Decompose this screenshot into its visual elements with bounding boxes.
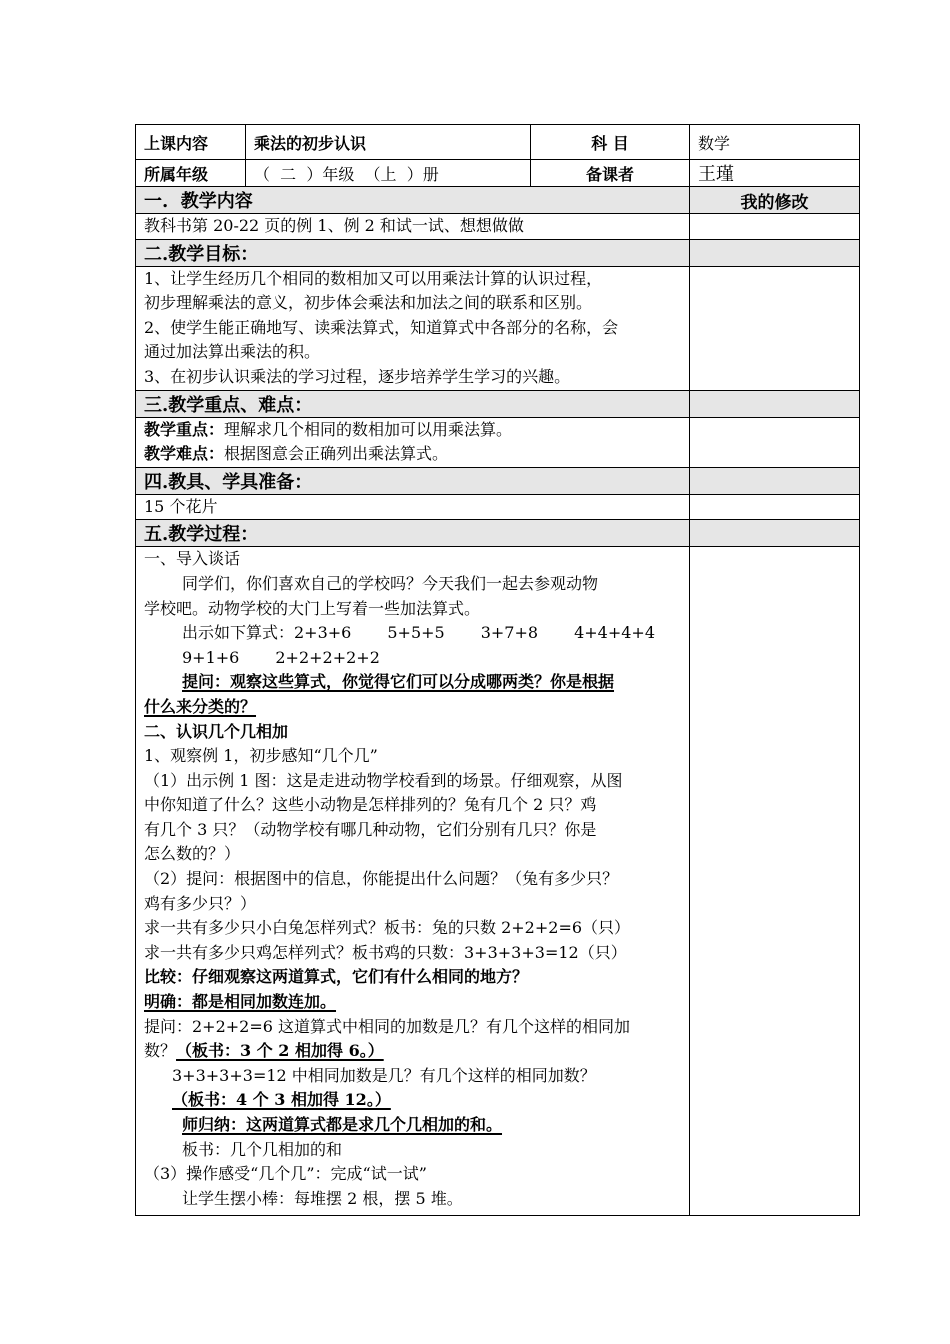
header-row-1 bbox=[136, 125, 860, 160]
process-line: （3）操作感受“几个几”：完成“试一试” bbox=[144, 1164, 427, 1184]
process-line: 板书：几个几相加的和 bbox=[182, 1139, 343, 1159]
process-line: 二、认识几个几相加 bbox=[144, 721, 289, 741]
process-line: 有几个 3 只？（动物学校有哪几种动物，它们分别有几只？你是 bbox=[144, 819, 597, 839]
key-point-text: 理解求几个相同的数相加可以用乘法算。 bbox=[224, 419, 513, 439]
my-edit-cell bbox=[690, 547, 860, 1216]
grade-value: （ 二 ）年级 （上 ）册 bbox=[246, 160, 531, 187]
process-line: 比较：仔细观察这两道算式，它们有什么相同的地方？ bbox=[144, 967, 529, 987]
formula: 出示如下算式：2+3+6 bbox=[182, 623, 352, 643]
formula: 2+2+2+2+2 bbox=[275, 647, 380, 667]
process-line: 师归纳：这两道算式都是求几个几相加的和。 bbox=[182, 1115, 503, 1134]
section-1-title: 一. 教学内容 bbox=[136, 187, 690, 214]
board-note: （板书：3 个 2 相加得 6。） bbox=[176, 1041, 384, 1061]
section-3-title: 三.教学重点、难点： bbox=[136, 390, 690, 417]
section-5-header bbox=[136, 520, 860, 547]
header-row-2 bbox=[136, 160, 860, 187]
my-edit-heading: 我的修改 bbox=[690, 187, 860, 214]
objective-line: 1、让学生经历几个相同的数相加又可以用乘法计算的认识过程， bbox=[144, 268, 603, 288]
objective-line: 3、在初步认识乘法的学习过程，逐步培养学生学习的兴趣。 bbox=[144, 366, 571, 386]
subject-value: 数学 bbox=[690, 125, 860, 160]
board-note: （板书：4 个 3 相加得 12。） bbox=[172, 1090, 391, 1110]
section-2-header bbox=[136, 239, 860, 266]
process-line: 求一共有多少只小白兔怎样列式？板书：兔的只数 2+2+2=6（只） bbox=[144, 918, 631, 938]
difficulty-label: 教学难点： bbox=[144, 444, 225, 464]
process-line: 同学们，你们喜欢自己的学校吗？今天我们一起去参观动物 bbox=[182, 573, 599, 593]
my-edit-cell bbox=[690, 266, 860, 390]
formula-line bbox=[144, 646, 689, 671]
process-line: 让学生摆小棒：每堆摆 2 根，摆 5 堆。 bbox=[182, 1188, 463, 1208]
process-line: 1、观察例 1，初步感知“几个几” bbox=[144, 746, 378, 766]
process-line: 明确：都是相同加数连加。 bbox=[144, 992, 337, 1012]
section-2-title: 二.教学目标： bbox=[136, 239, 690, 266]
my-edit-cell bbox=[690, 417, 860, 467]
subject-label: 科 目 bbox=[531, 125, 690, 160]
process-line: 一、导入谈话 bbox=[144, 549, 241, 569]
difficulty-text: 根据图意会正确列出乘法算式。 bbox=[224, 444, 449, 464]
teaching-process-text bbox=[136, 547, 690, 1216]
objective-line: 通过加法算出乘法的积。 bbox=[144, 342, 321, 362]
objectives-text bbox=[136, 266, 690, 390]
key-points-text bbox=[136, 417, 690, 467]
section-5-title: 五.教学过程： bbox=[136, 520, 690, 547]
process-line: 中你知道了什么？这些小动物是怎样排列的？兔有几个 2 只？鸡 bbox=[144, 795, 597, 815]
section-1-text: 教科书第 20-22 页的例 1、例 2 和试一试、想想做做 bbox=[136, 214, 690, 240]
grade-label: 所属年级 bbox=[136, 160, 246, 187]
key-point-label: 教学重点： bbox=[144, 419, 225, 439]
section-5-body bbox=[136, 547, 860, 1216]
process-line: 求一共有多少只鸡怎样列式？板书鸡的只数：3+3+3+3=12（只） bbox=[144, 942, 627, 962]
process-line: 鸡有多少只？） bbox=[144, 893, 257, 913]
my-edit-cell bbox=[690, 494, 860, 520]
materials-text: 15 个花片 bbox=[136, 494, 690, 520]
formula: 3+7+8 bbox=[480, 623, 539, 643]
section-3-body bbox=[136, 417, 860, 467]
formula: 4+4+4+4 bbox=[574, 623, 656, 643]
section-3-header bbox=[136, 390, 860, 417]
content-value: 乘法的初步认识 bbox=[246, 125, 531, 160]
process-line: 3+3+3+3=12 中相同加数是几？有几个这样的相同加数？ bbox=[172, 1065, 596, 1085]
process-line: （1）出示例 1 图：这是走进动物学校看到的场景。仔细观察，从图 bbox=[144, 770, 623, 790]
lesson-plan-page bbox=[135, 124, 859, 1216]
objective-line: 初步理解乘法的意义，初步体会乘法和加法之间的联系和区别。 bbox=[144, 293, 593, 313]
section-1-body bbox=[136, 214, 860, 240]
process-line: 数？（板书：3 个 2 相加得 6。） bbox=[144, 1041, 384, 1061]
process-line: 提问：2+2+2=6 这道算式中相同的加数是几？有几个这样的相同加 bbox=[144, 1016, 631, 1036]
process-line: 学校吧。动物学校的大门上写着一些加法算式。 bbox=[144, 598, 481, 618]
formula: 9+1+6 bbox=[182, 647, 240, 667]
my-edit-cell bbox=[690, 214, 860, 240]
section-2-body bbox=[136, 266, 860, 390]
section-1-header bbox=[136, 187, 860, 214]
process-line: 提问：观察这些算式，你觉得它们可以分成哪两类？你是根据 bbox=[182, 672, 615, 692]
process-line: （2）提问：根据图中的信息，你能提出什么问题？（兔有多少只？ bbox=[144, 869, 619, 889]
lesson-plan-table bbox=[135, 124, 860, 1216]
formula: 5+5+5 bbox=[387, 623, 445, 643]
objective-line: 2、使学生能正确地写、读乘法算式，知道算式中各部分的名称，会 bbox=[144, 317, 619, 337]
section-4-header bbox=[136, 467, 860, 494]
process-line: 怎么数的？） bbox=[144, 844, 241, 864]
content-label: 上课内容 bbox=[136, 125, 246, 160]
preparer-label: 备课者 bbox=[531, 160, 690, 187]
section-4-title: 四.教具、学具准备： bbox=[136, 467, 690, 494]
formula-line bbox=[144, 621, 689, 646]
process-line: 什么来分类的？ bbox=[144, 696, 257, 716]
section-4-body bbox=[136, 494, 860, 520]
preparer-value: 王瑾 bbox=[690, 160, 860, 187]
